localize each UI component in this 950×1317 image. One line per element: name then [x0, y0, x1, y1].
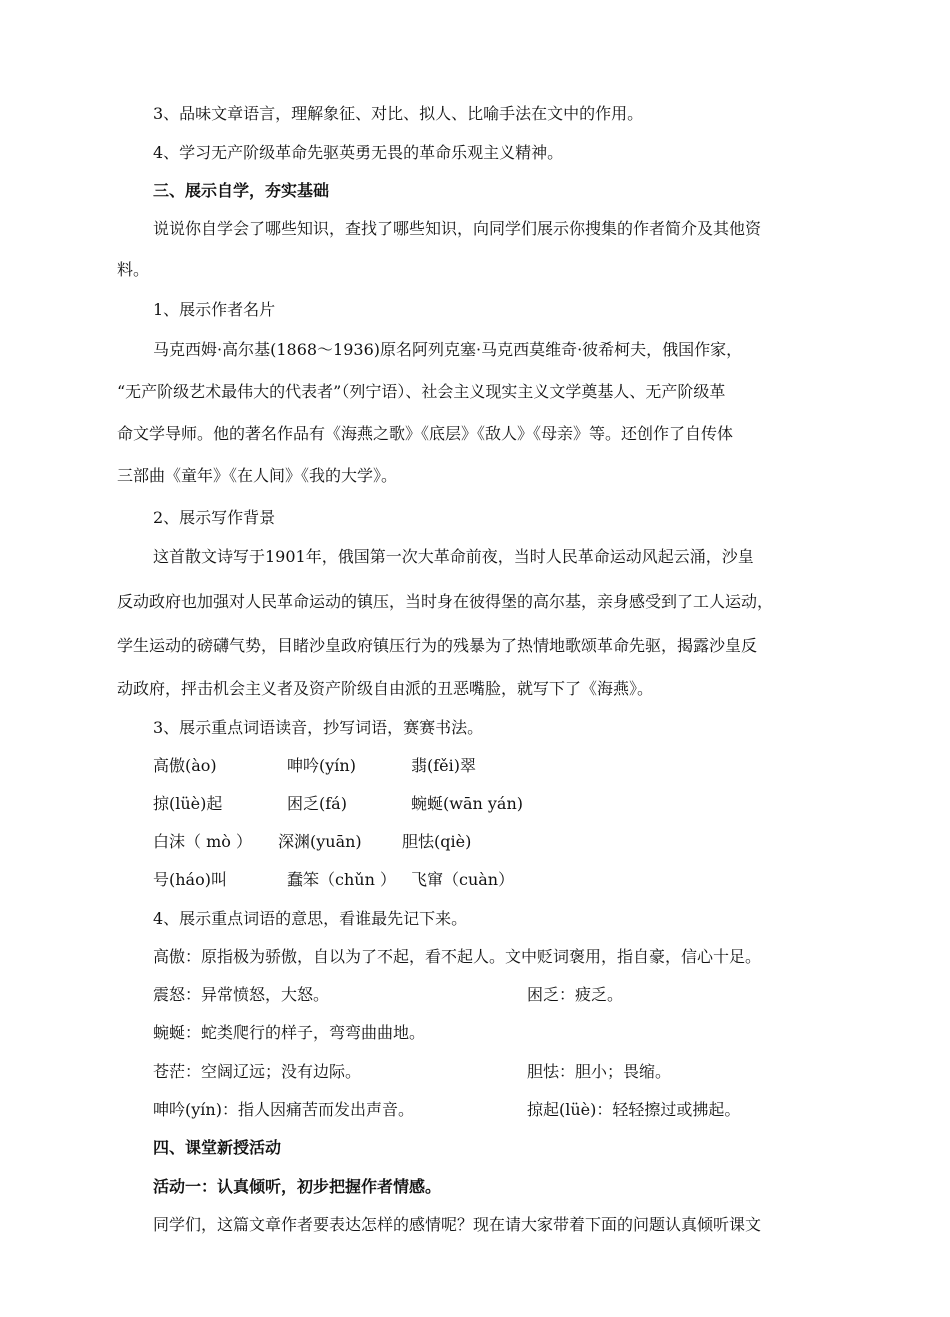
definition-lueqi: 掠起(lüè)：轻轻擦过或拂起。	[527, 1100, 741, 1119]
activity-1-title: 活动一：认真倾听，初步把握作者情感。	[153, 1177, 442, 1196]
vocab-word: 高傲(ào)	[153, 756, 217, 775]
section-3-intro-line-1: 说说你自学会了哪些知识，查找了哪些知识，向同学们展示你搜集的作者简介及其他资	[153, 219, 762, 238]
vocab-word: 蜿蜒(wān yán)	[411, 794, 523, 813]
vocab-word: 飞窜（cuàn）	[411, 870, 515, 889]
vocab-word: 呻吟(yín)	[287, 756, 356, 775]
objective-3: 3、品味文章语言，理解象征、对比、拟人、比喻手法在文中的作用。	[153, 104, 644, 123]
author-bio-line: 三部曲《童年》《在人间》《我的大学》。	[117, 466, 398, 485]
vocab-meaning-title: 4、展示重点词语的意思，看谁最先记下来。	[153, 909, 468, 928]
author-bio-line: 马克西姆·高尔基(1868～1936)原名阿列克塞·马克西莫维奇·彼希柯夫，俄国作家，	[153, 340, 743, 359]
definition-zhennu: 震怒：异常愤怒，大怒。	[153, 985, 330, 1004]
vocab-word: 白沫（ mò ）	[153, 832, 252, 851]
author-card-title: 1、展示作者名片	[153, 300, 276, 319]
background-line: 反动政府也加强对人民革命运动的镇压，当时身在彼得堡的高尔基，亲身感受到了工人运动，	[117, 592, 774, 611]
activity-1-text: 同学们，这篇文章作者要表达怎样的感情呢？现在请大家带着下面的问题认真倾听课文	[153, 1215, 762, 1234]
vocab-pronunciation-title: 3、展示重点词语读音，抄写词语，赛赛书法。	[153, 718, 484, 737]
vocab-word: 号(háo)叫	[153, 870, 227, 889]
background-line: 学生运动的磅礴气势，目睹沙皇政府镇压行为的残暴为了热情地歌颂革命先驱，揭露沙皇反	[117, 636, 758, 655]
author-bio-line: “无产阶级艺术最伟大的代表者”（列宁语）、社会主义现实主义文学奠基人、无产阶级革	[117, 382, 726, 401]
definition-cangmang: 苍茫：空阔辽远；没有边际。	[153, 1062, 362, 1081]
vocab-word: 深渊(yuān)	[278, 832, 362, 851]
definition-shenyin: 呻吟(yín)：指人因痛苦而发出声音。	[153, 1100, 414, 1119]
author-bio-line: 命文学导师。他的著名作品有《海燕之歌》《底层》《敌人》《母亲》等。还创作了自传体	[117, 424, 734, 443]
definition-gaoao: 高傲：原指极为骄傲，自以为了不起，看不起人。文中贬词褒用，指自豪，信心十足。	[153, 947, 762, 966]
section-3-intro-line-2: 料。	[117, 260, 150, 279]
definition-kunfa: 困乏：疲乏。	[527, 985, 624, 1004]
vocab-word: 翡(fěi)翠	[411, 756, 476, 775]
definition-wanyan: 蜿蜒：蛇类爬行的样子，弯弯曲曲地。	[153, 1023, 426, 1042]
objective-4: 4、学习无产阶级革命先驱英勇无畏的革命乐观主义精神。	[153, 143, 564, 162]
definition-danqie: 胆怯：胆小；畏缩。	[527, 1062, 672, 1081]
section-3-heading: 三、展示自学，夯实基础	[153, 181, 330, 200]
vocab-word: 胆怯(qiè)	[402, 832, 472, 851]
background-line: 动政府，抨击机会主义者及资产阶级自由派的丑恶嘴脸，就写下了《海燕》。	[117, 679, 654, 698]
vocab-word: 掠(lüè)起	[153, 794, 223, 813]
vocab-word: 蠢笨（chǔn ）	[287, 870, 396, 889]
vocab-word: 困乏(fá)	[287, 794, 347, 813]
background-title: 2、展示写作背景	[153, 508, 276, 527]
background-line: 这首散文诗写于1901年，俄国第一次大革命前夜，当时人民革命运动风起云涌，沙皇	[153, 547, 754, 566]
section-4-heading: 四、课堂新授活动	[153, 1138, 282, 1157]
